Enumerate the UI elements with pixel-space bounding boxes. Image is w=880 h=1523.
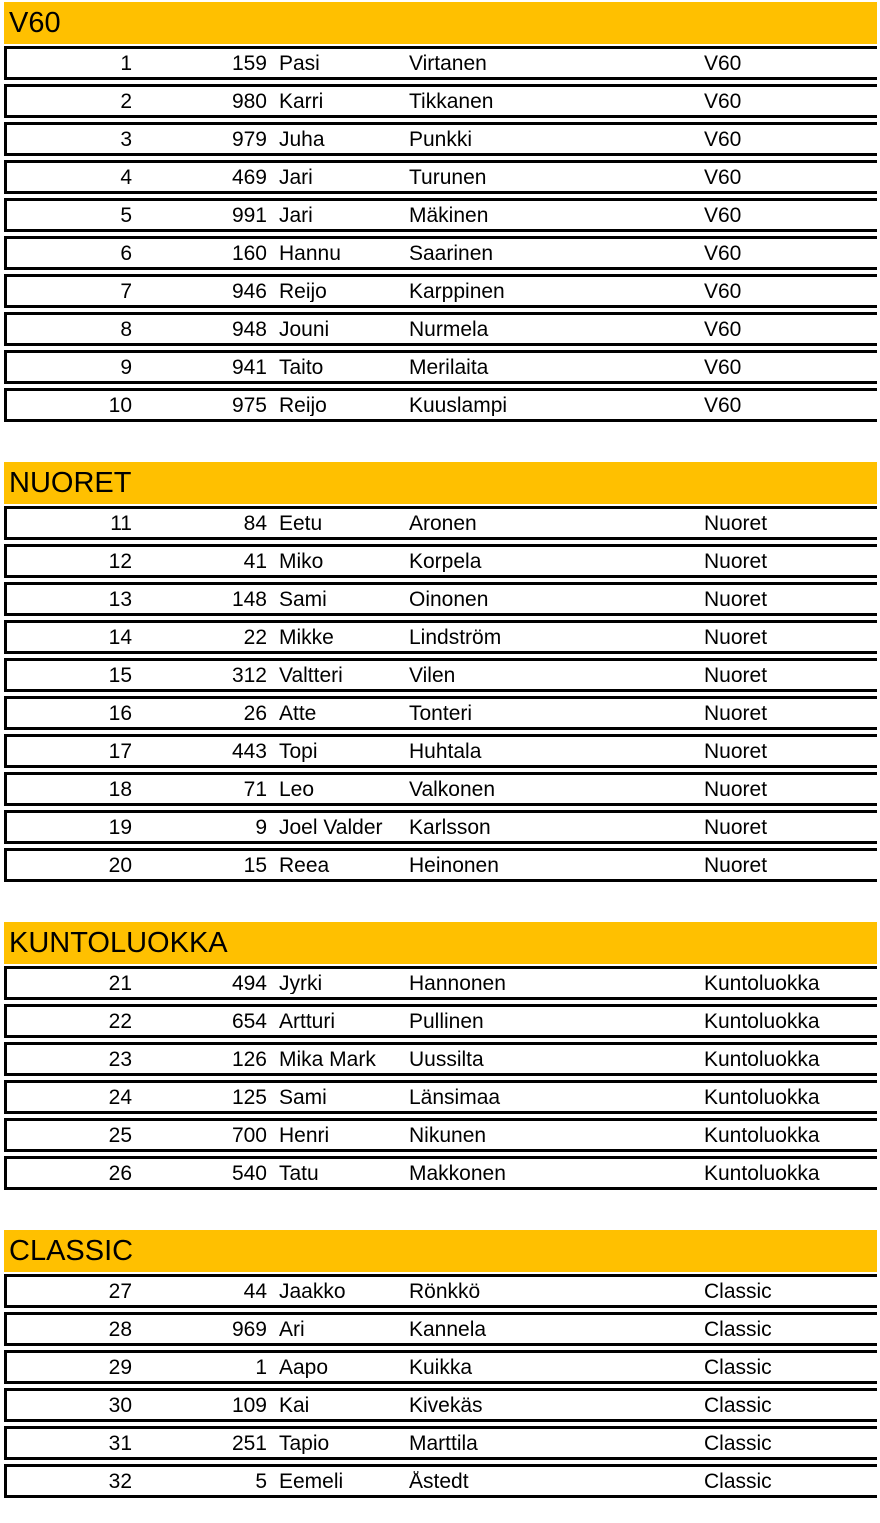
last-name-cell: Nikunen <box>409 1124 487 1146</box>
first-name-cell: Topi <box>279 740 318 762</box>
last-name-cell: Kannela <box>409 1318 487 1340</box>
category-cell: Classic <box>704 1280 772 1302</box>
last-name-cell: Valkonen <box>409 778 496 800</box>
category-cell: Nuoret <box>704 512 768 534</box>
position-cell: 1 <box>120 52 132 74</box>
first-name-cell: Hannu <box>279 242 341 264</box>
table-row <box>4 350 877 384</box>
position-cell: 8 <box>120 318 132 340</box>
first-name-cell: Atte <box>279 702 317 724</box>
category-cell: V60 <box>704 318 742 340</box>
category-cell: Kuntoluokka <box>704 1162 820 1184</box>
category-cell: Nuoret <box>704 778 768 800</box>
last-name-cell: Mäkinen <box>409 204 489 226</box>
first-name-cell: Henri <box>279 1124 330 1146</box>
category-cell: Classic <box>704 1318 772 1340</box>
category-section <box>4 462 877 882</box>
first-name-cell: Miko <box>279 550 324 572</box>
last-name-cell: Uussilta <box>409 1048 484 1070</box>
first-name-cell: Pasi <box>279 52 320 74</box>
table-row <box>4 734 877 768</box>
category-cell: Classic <box>704 1432 772 1454</box>
first-name-cell: Jouni <box>279 318 330 340</box>
last-name-cell: Rönkkö <box>409 1280 481 1302</box>
position-cell: 21 <box>108 972 132 994</box>
bib-number-cell: 26 <box>243 702 267 724</box>
table-row <box>4 810 877 844</box>
bib-number-cell: 312 <box>231 664 267 686</box>
bib-number-cell: 125 <box>231 1086 267 1108</box>
category-section <box>4 2 877 422</box>
first-name-cell: Taito <box>279 356 324 378</box>
table-row <box>4 84 877 118</box>
bib-number-cell: 979 <box>231 128 267 150</box>
table-row <box>4 1156 877 1190</box>
first-name-cell: Sami <box>279 588 327 610</box>
first-name-cell: Jari <box>279 166 313 188</box>
position-cell: 20 <box>108 854 132 876</box>
position-cell: 32 <box>108 1470 132 1492</box>
category-cell: V60 <box>704 90 742 112</box>
position-cell: 29 <box>108 1356 132 1378</box>
section-rows <box>4 1274 877 1498</box>
category-cell: Kuntoluokka <box>704 1086 820 1108</box>
table-row <box>4 506 877 540</box>
table-row <box>4 544 877 578</box>
position-cell: 7 <box>120 280 132 302</box>
section-rows <box>4 46 877 422</box>
position-cell: 28 <box>108 1318 132 1340</box>
bib-number-cell: 148 <box>231 588 267 610</box>
table-row <box>4 1080 877 1114</box>
last-name-cell: Oinonen <box>409 588 489 610</box>
bib-number-cell: 700 <box>231 1124 267 1146</box>
last-name-cell: Aronen <box>409 512 477 534</box>
bib-number-cell: 159 <box>231 52 267 74</box>
bib-number-cell: 948 <box>231 318 267 340</box>
bib-number-cell: 71 <box>243 778 267 800</box>
category-cell: Kuntoluokka <box>704 1124 820 1146</box>
table-row <box>4 848 877 882</box>
position-cell: 30 <box>108 1394 132 1416</box>
category-cell: V60 <box>704 280 742 302</box>
last-name-cell: Karppinen <box>409 280 505 302</box>
first-name-cell: Sami <box>279 1086 327 1108</box>
last-name-cell: Makkonen <box>409 1162 506 1184</box>
last-name-cell: Turunen <box>409 166 487 188</box>
bib-number-cell: 41 <box>243 550 267 572</box>
last-name-cell: Hannonen <box>409 972 506 994</box>
position-cell: 24 <box>108 1086 132 1108</box>
table-row <box>4 312 877 346</box>
last-name-cell: Åstedt <box>409 1470 469 1492</box>
bib-number-cell: 469 <box>231 166 267 188</box>
category-cell: Classic <box>704 1470 772 1492</box>
table-row <box>4 1350 877 1384</box>
table-row <box>4 1274 877 1308</box>
table-row <box>4 772 877 806</box>
section-rows <box>4 966 877 1190</box>
bib-number-cell: 9 <box>255 816 267 838</box>
last-name-cell: Heinonen <box>409 854 499 876</box>
category-cell: Nuoret <box>704 702 768 724</box>
bib-number-cell: 941 <box>231 356 267 378</box>
bib-number-cell: 980 <box>231 90 267 112</box>
category-cell: V60 <box>704 128 742 150</box>
first-name-cell: Eetu <box>279 512 323 534</box>
category-section <box>4 922 877 1190</box>
category-cell: V60 <box>704 166 742 188</box>
section-rows <box>4 506 877 882</box>
first-name-cell: Mika Mark <box>279 1048 376 1070</box>
category-cell: Nuoret <box>704 664 768 686</box>
first-name-cell: Ari <box>279 1318 305 1340</box>
table-row <box>4 274 877 308</box>
first-name-cell: Tatu <box>279 1162 319 1184</box>
position-cell: 17 <box>108 740 132 762</box>
last-name-cell: Karlsson <box>409 816 491 838</box>
table-row <box>4 1004 877 1038</box>
bib-number-cell: 160 <box>231 242 267 264</box>
position-cell: 22 <box>108 1010 132 1032</box>
table-row <box>4 122 877 156</box>
position-cell: 6 <box>120 242 132 264</box>
position-cell: 15 <box>108 664 132 686</box>
table-row <box>4 966 877 1000</box>
last-name-cell: Merilaita <box>409 356 489 378</box>
category-cell: V60 <box>704 394 742 416</box>
position-cell: 3 <box>120 128 132 150</box>
position-cell: 26 <box>108 1162 132 1184</box>
category-cell: Classic <box>704 1394 772 1416</box>
position-cell: 12 <box>108 550 132 572</box>
table-row <box>4 198 877 232</box>
last-name-cell: Marttila <box>409 1432 478 1454</box>
last-name-cell: Kuuslampi <box>409 394 508 416</box>
bib-number-cell: 443 <box>231 740 267 762</box>
position-cell: 4 <box>120 166 132 188</box>
category-cell: Nuoret <box>704 626 768 648</box>
category-section <box>4 1230 877 1498</box>
position-cell: 25 <box>108 1124 132 1146</box>
first-name-cell: Reijo <box>279 280 327 302</box>
bib-number-cell: 975 <box>231 394 267 416</box>
last-name-cell: Pullinen <box>409 1010 484 1032</box>
last-name-cell: Kivekäs <box>409 1394 483 1416</box>
table-row <box>4 658 877 692</box>
table-row <box>4 1388 877 1422</box>
category-cell: V60 <box>704 52 742 74</box>
bib-number-cell: 494 <box>231 972 267 994</box>
bib-number-cell: 991 <box>231 204 267 226</box>
position-cell: 13 <box>108 588 132 610</box>
bib-number-cell: 5 <box>255 1470 267 1492</box>
position-cell: 5 <box>120 204 132 226</box>
position-cell: 18 <box>108 778 132 800</box>
bib-number-cell: 969 <box>231 1318 267 1340</box>
position-cell: 9 <box>120 356 132 378</box>
position-cell: 23 <box>108 1048 132 1070</box>
bib-number-cell: 946 <box>231 280 267 302</box>
table-row <box>4 388 877 422</box>
last-name-cell: Lindström <box>409 626 502 648</box>
table-row <box>4 620 877 654</box>
category-cell: Kuntoluokka <box>704 1010 820 1032</box>
table-row <box>4 46 877 80</box>
last-name-cell: Punkki <box>409 128 473 150</box>
bib-number-cell: 540 <box>231 1162 267 1184</box>
category-cell: Kuntoluokka <box>704 1048 820 1070</box>
category-cell: Kuntoluokka <box>704 972 820 994</box>
section-header-band: CLASSIC <box>4 1230 877 1272</box>
first-name-cell: Joel Valder <box>279 816 383 838</box>
first-name-cell: Artturi <box>279 1010 336 1032</box>
table-row <box>4 696 877 730</box>
last-name-cell: Nurmela <box>409 318 489 340</box>
last-name-cell: Vilen <box>409 664 456 686</box>
category-cell: V60 <box>704 356 742 378</box>
table-row <box>4 582 877 616</box>
first-name-cell: Jaakko <box>279 1280 346 1302</box>
first-name-cell: Valtteri <box>279 664 343 686</box>
first-name-cell: Reijo <box>279 394 327 416</box>
category-cell: V60 <box>704 242 742 264</box>
first-name-cell: Kai <box>279 1394 310 1416</box>
bib-number-cell: 22 <box>243 626 267 648</box>
bib-number-cell: 251 <box>231 1432 267 1454</box>
first-name-cell: Leo <box>279 778 315 800</box>
table-row <box>4 236 877 270</box>
last-name-cell: Saarinen <box>409 242 494 264</box>
position-cell: 10 <box>108 394 132 416</box>
last-name-cell: Länsimaa <box>409 1086 501 1108</box>
position-cell: 16 <box>108 702 132 724</box>
first-name-cell: Aapo <box>279 1356 329 1378</box>
section-header-band: KUNTOLUOKKA <box>4 922 877 964</box>
last-name-cell: Huhtala <box>409 740 482 762</box>
first-name-cell: Jari <box>279 204 313 226</box>
first-name-cell: Eemeli <box>279 1470 344 1492</box>
first-name-cell: Tapio <box>279 1432 330 1454</box>
bib-number-cell: 84 <box>243 512 267 534</box>
bib-number-cell: 126 <box>231 1048 267 1070</box>
section-header-band: NUORET <box>4 462 877 504</box>
first-name-cell: Mikke <box>279 626 334 648</box>
position-cell: 11 <box>110 512 132 534</box>
category-cell: Nuoret <box>704 740 768 762</box>
category-cell: Nuoret <box>704 854 768 876</box>
last-name-cell: Tonteri <box>409 702 473 724</box>
table-row <box>4 1312 877 1346</box>
first-name-cell: Karri <box>279 90 324 112</box>
last-name-cell: Kuikka <box>409 1356 473 1378</box>
table-row <box>4 1042 877 1076</box>
category-cell: Nuoret <box>704 588 768 610</box>
table-row <box>4 1464 877 1498</box>
position-cell: 19 <box>108 816 132 838</box>
bib-number-cell: 44 <box>243 1280 267 1302</box>
bib-number-cell: 109 <box>231 1394 267 1416</box>
section-header-band: V60 <box>4 2 877 44</box>
position-cell: 27 <box>108 1280 132 1302</box>
table-row <box>4 1426 877 1460</box>
bib-number-cell: 15 <box>243 854 267 876</box>
last-name-cell: Tikkanen <box>409 90 494 112</box>
first-name-cell: Reea <box>279 854 330 876</box>
category-cell: Nuoret <box>704 550 768 572</box>
category-cell: V60 <box>704 204 742 226</box>
last-name-cell: Virtanen <box>409 52 487 74</box>
category-cell: Classic <box>704 1356 772 1378</box>
bib-number-cell: 1 <box>255 1356 267 1378</box>
category-cell: Nuoret <box>704 816 768 838</box>
position-cell: 2 <box>120 90 132 112</box>
first-name-cell: Juha <box>279 128 325 150</box>
bib-number-cell: 654 <box>231 1010 267 1032</box>
last-name-cell: Korpela <box>409 550 482 572</box>
position-cell: 31 <box>108 1432 132 1454</box>
table-row <box>4 160 877 194</box>
position-cell: 14 <box>108 626 132 648</box>
first-name-cell: Jyrki <box>279 972 323 994</box>
table-row <box>4 1118 877 1152</box>
